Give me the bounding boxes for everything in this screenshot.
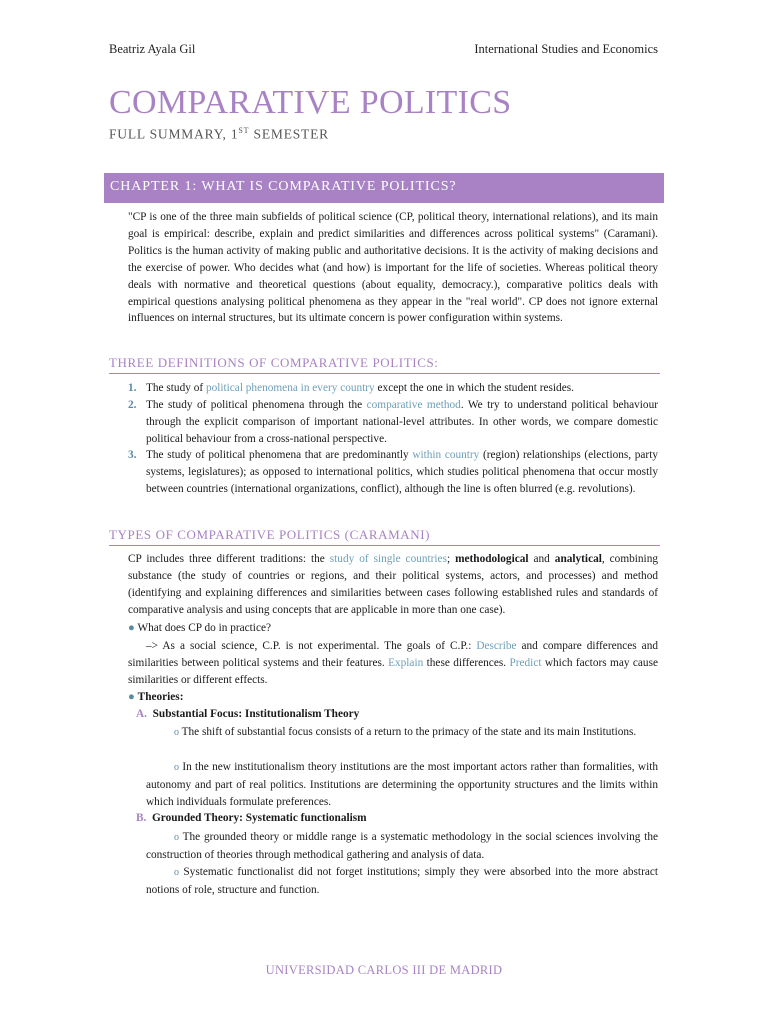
highlight-term: Describe <box>476 640 517 652</box>
text-run: CP includes three different traditions: the <box>128 553 330 565</box>
list-number: 3. <box>128 449 137 461</box>
text-run: –> As a social science, C.P. is not experimental. The goals of C.P.: <box>146 640 477 652</box>
theory-point <box>146 724 658 742</box>
highlight-term: Explain <box>388 656 424 669</box>
text-run: ; <box>446 553 456 565</box>
highlight-term: within country <box>412 449 480 461</box>
bullet-dot-icon: ● <box>128 622 135 634</box>
bold-term: analytical <box>554 553 602 565</box>
chapter-heading-bar <box>104 173 664 203</box>
list-text-post: (region) relationships (elections, party systems, legislatures); as opposed to international politics, which studies political phenomena that occur mostly between countries (international organizations, conflict), although the line is often blurred (e.g. revolutions). <box>146 449 658 495</box>
bullet-item <box>128 689 183 706</box>
bullet-text: What does CP do in practice? <box>137 622 271 634</box>
list-item <box>128 397 658 448</box>
goals-paragraph <box>128 638 658 689</box>
intro-paragraph: "CP is one of the three main subfields of political science (CP, political theory, international relations), and its main goal is empirical: describe, explain and predict similarities and differences across political systems" (Caramani). Politics is the human activity of making public and authoritative decisions. It is the activity of making decisions and the exercise of power. Who decides what (and how) is important for the life of societies. Whereas political theory deals with normative and theoretical questions (about equality, democracy.), comparative politics deals with empirical questions analysing political phenomena as they appear in the "real world". CP does not ignore external influences on internal structures, but its ultimate concern is power configuration within systems. <box>128 211 658 325</box>
header-program: International Studies and Economics <box>474 42 658 56</box>
text-run: , combining substance (the study of countries or regions, and their political systems, actors, and processes) and method (identifying and explaining differences and similarities between cases following established rules and standards of comparative analysis and using concepts that are applicable in more than one case). <box>128 553 658 616</box>
highlight-term: comparative method <box>366 399 461 411</box>
circle-bullet-icon: o <box>174 762 179 773</box>
page-title: COMPARATIVE POLITICS <box>109 84 512 121</box>
chapter-heading: CHAPTER 1: WHAT IS COMPARATIVE POLITICS? <box>110 179 457 194</box>
list-text-pre: The study of political phenomena that are predominantly <box>146 449 413 461</box>
bold-term: methodological <box>455 553 529 565</box>
list-text-post: . We try to understand political behaviour through the explicit comparison of important national-level attributes. In other words, we compare domestic political behaviour from a cross-national perspective. <box>146 399 658 445</box>
theory-heading-b <box>136 810 367 827</box>
text-run: which factors may cause similarities or different effects. <box>128 656 658 686</box>
highlight-term: study of single countries <box>329 553 447 565</box>
bullet-item <box>128 620 271 637</box>
theory-point <box>146 864 658 899</box>
page-footer: UNIVERSIDAD CARLOS III DE MADRID <box>265 963 503 977</box>
traditions-paragraph <box>128 551 658 619</box>
point-text: The shift of substantial focus consists of a return to the primacy of the state and its main Institutions. <box>181 726 637 738</box>
circle-bullet-icon: o <box>174 727 179 738</box>
bullet-text: Theories: <box>137 691 184 703</box>
section-heading-definitions: THREE DEFINITIONS OF COMPARATIVE POLITICS: <box>109 355 439 370</box>
point-text: Systematic functionalist did not forget institutions; simply they were absorbed into the more abstract notions of role, structure and function. <box>146 866 658 896</box>
circle-bullet-icon: o <box>174 867 179 878</box>
list-item <box>128 380 658 397</box>
point-text: The grounded theory or middle range is a systematic methodology in the social sciences involving the construction of theories through methodical gathering and analysis of data. <box>146 831 658 861</box>
list-text-post: except the one in which the student resides. <box>374 382 574 394</box>
theory-point <box>146 759 658 811</box>
header-author: Beatriz Ayala Gil <box>109 42 196 56</box>
page-subtitle <box>109 126 329 143</box>
theory-letter: B. <box>136 812 147 824</box>
list-item <box>128 447 658 498</box>
theory-title: Grounded Theory: Systematic functionalism <box>152 812 367 824</box>
bullet-dot-icon: ● <box>128 691 135 703</box>
highlight-term: Predict <box>509 656 542 669</box>
subtitle-suffix: SEMESTER <box>249 126 329 142</box>
section-rule <box>109 545 660 546</box>
text-run: and compare differences and similarities between political systems and their features. <box>128 640 658 669</box>
subtitle-prefix: FULL SUMMARY, 1 <box>109 126 239 142</box>
circle-bullet-icon: o <box>174 832 179 843</box>
theory-title: Substantial Focus: Institutionalism Theory <box>152 708 360 720</box>
list-number: 1. <box>128 382 137 394</box>
section-heading-types: TYPES OF COMPARATIVE POLITICS (CARAMANI) <box>109 527 431 542</box>
theory-letter: A. <box>136 708 147 720</box>
subtitle-sup: ST <box>238 126 250 135</box>
point-text: In the new institutionalism theory institutions are the most important actors rather than formalities, with autonomy and part of real politics. Institutions are determining the opportunity structures and the limits within which individuals formulate preferences. <box>146 761 659 808</box>
highlight-term: political phenomena in every country <box>205 382 375 394</box>
text-run: these differences. <box>423 656 510 669</box>
list-text-pre: The study of political phenomena through the <box>146 399 367 411</box>
text-run: and <box>528 553 555 565</box>
list-number: 2. <box>128 399 137 411</box>
theory-point <box>146 829 658 864</box>
list-text-pre: The study of <box>146 382 206 394</box>
section-rule <box>109 373 660 374</box>
theory-heading-a <box>136 706 359 723</box>
